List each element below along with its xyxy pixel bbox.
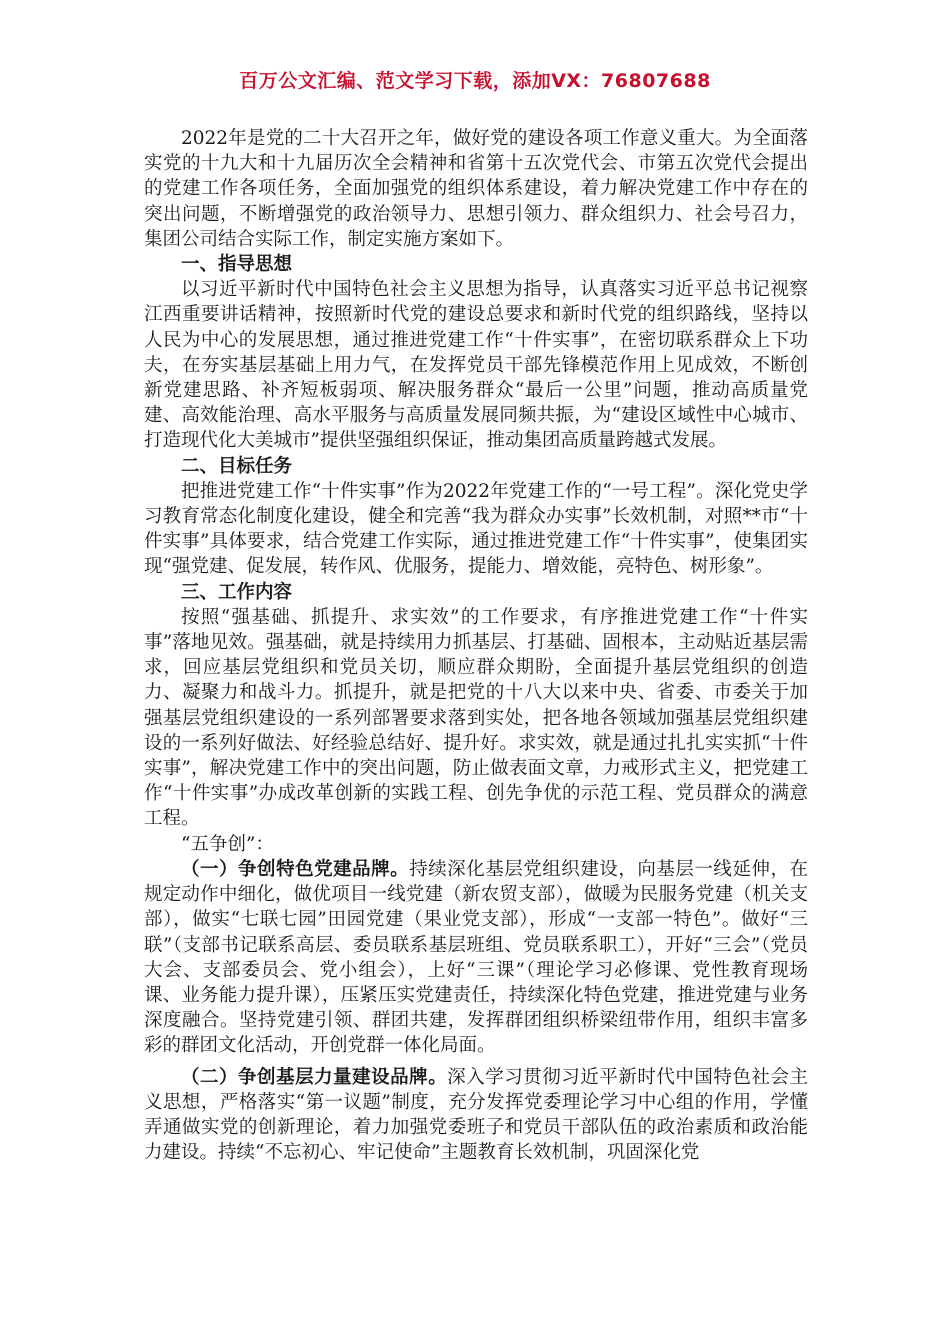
work-content-paragraph: 按照“强基础、抓提升、求实效”的工作要求，有序推进党建工作“十件实事”落地见效。强基础，就是持续用力抓基层、打基础、固根本，主动贴近基层需求，回应基层党组织和党员关切，顺应群众期盼，全面提升基层党组织的创造力、凝聚力和战斗力。抓提升，就是把党的十八大以来中央、省委、市委关于加强基层党组织建设的一系列部署要求落到实处，把各地各领域加强基层党组织建设的一系列好做法、好经验总结好、提升好。求实效，就是通过扎扎实实抓“十件实事”，解决党建工作中的突出问题，防止做表面文章，力戒形式主义，把党建工作“十件实事”办成改革创新的实践工程、创先争优的示范工程、党员群众的满意工程。 bbox=[144, 606, 808, 830]
document-body bbox=[144, 126, 808, 1165]
intro-paragraph: 2022年是党的二十大召开之年，做好党的建设各项工作意义重大。为全面落实党的十九大和十九届历次全会精神和省第十五次党代会、市第五次党代会提出的党建工作各项任务，全面加强党的组织体系建设，着力解决党建工作中存在的突出问题，不断增强党的政治领导力、思想引领力、群众组织力、社会号召力，集团公司结合实际工作，制定实施方案如下。 bbox=[144, 128, 808, 250]
item-1-title: （一）争创特色党建品牌。 bbox=[181, 858, 410, 880]
item-2-body: 深入学习贯彻习近平新时代中国特色社会主义思想，严格落实“第一议题”制度，充分发挥党委理论学习中心组的作用，学懂弄通做实党的创新理论，着力加强党委班子和党员干部队伍的政治素质和政治能力建设。持续“不忘初心、牢记使命”主题教育长效机制，巩固深化党 bbox=[144, 1066, 808, 1164]
item-2-paragraph bbox=[144, 1065, 808, 1166]
item-2-title: （二）争创基层力量建设品牌。 bbox=[181, 1066, 448, 1088]
section-heading-goals: 二、目标任务 bbox=[181, 455, 293, 477]
header-banner: 百万公文汇编、范文学习下载，添加VX：76807688 bbox=[239, 70, 711, 92]
item-1-body: 持续深化基层党组织建设，向基层一线延伸，在规定动作中细化，做优项目一线党建（新农贸支部），做暖为民服务党建（机关支部），做实“七联七园”田园党建（果业党支部），形成“一支部一特色”。做好“三联”（支部书记联系高层、委员联系基层班组、党员联系职工），开好“三会”（党员大会、支部委员会、党小组会），上好“三课”（理论学习必修课、党性教育现场课、业务能力提升课），压紧压实党建责任，持续深化特色党建，推进党建与业务深度融合。坚持党建引领、群团共建，发挥群团组织桥梁纽带作用，组织丰富多彩的群团文化活动，开创党群一体化局面。 bbox=[144, 858, 808, 1057]
item-1-paragraph bbox=[144, 857, 808, 1059]
section-heading-guiding-ideology: 一、指导思想 bbox=[181, 254, 293, 276]
section-heading-work-content: 三、工作内容 bbox=[181, 581, 293, 603]
guiding-ideology-paragraph: 以习近平新时代中国特色社会主义思想为指导，认真落实习近平总书记视察江西重要讲话精神，按照新时代党的建设总要求和新时代党的组织路线，坚持以人民为中心的发展思想，通过推进党建工作“十件实事”，在密切联系群众上下功夫，在夯实基层基础上用力气，在发挥党员干部先锋模范作用上见成效，不断创新党建思路、补齐短板弱项、解决服务群众“最后一公里”问题，推动高质量党建、高效能治理、高水平服务与高质量发展同频共振，为“建设区域性中心城市、打造现代化大美城市”提供坚强组织保证，推动集团高质量跨越式发展。 bbox=[144, 279, 808, 452]
five-strive-label: “五争创”： bbox=[181, 833, 274, 855]
goals-paragraph: 把推进党建工作“十件实事”作为2022年党建工作的“一号工程”。深化党史学习教育常态化制度化建设，健全和完善“我为群众办实事”长效机制，对照**市“十件实事”具体要求，结合党建工作实际，通过推进党建工作“十件实事”，使集团实现“强党建、促发展，转作风、优服务，提能力、增效能，亮特色、树形象”。 bbox=[144, 480, 808, 578]
